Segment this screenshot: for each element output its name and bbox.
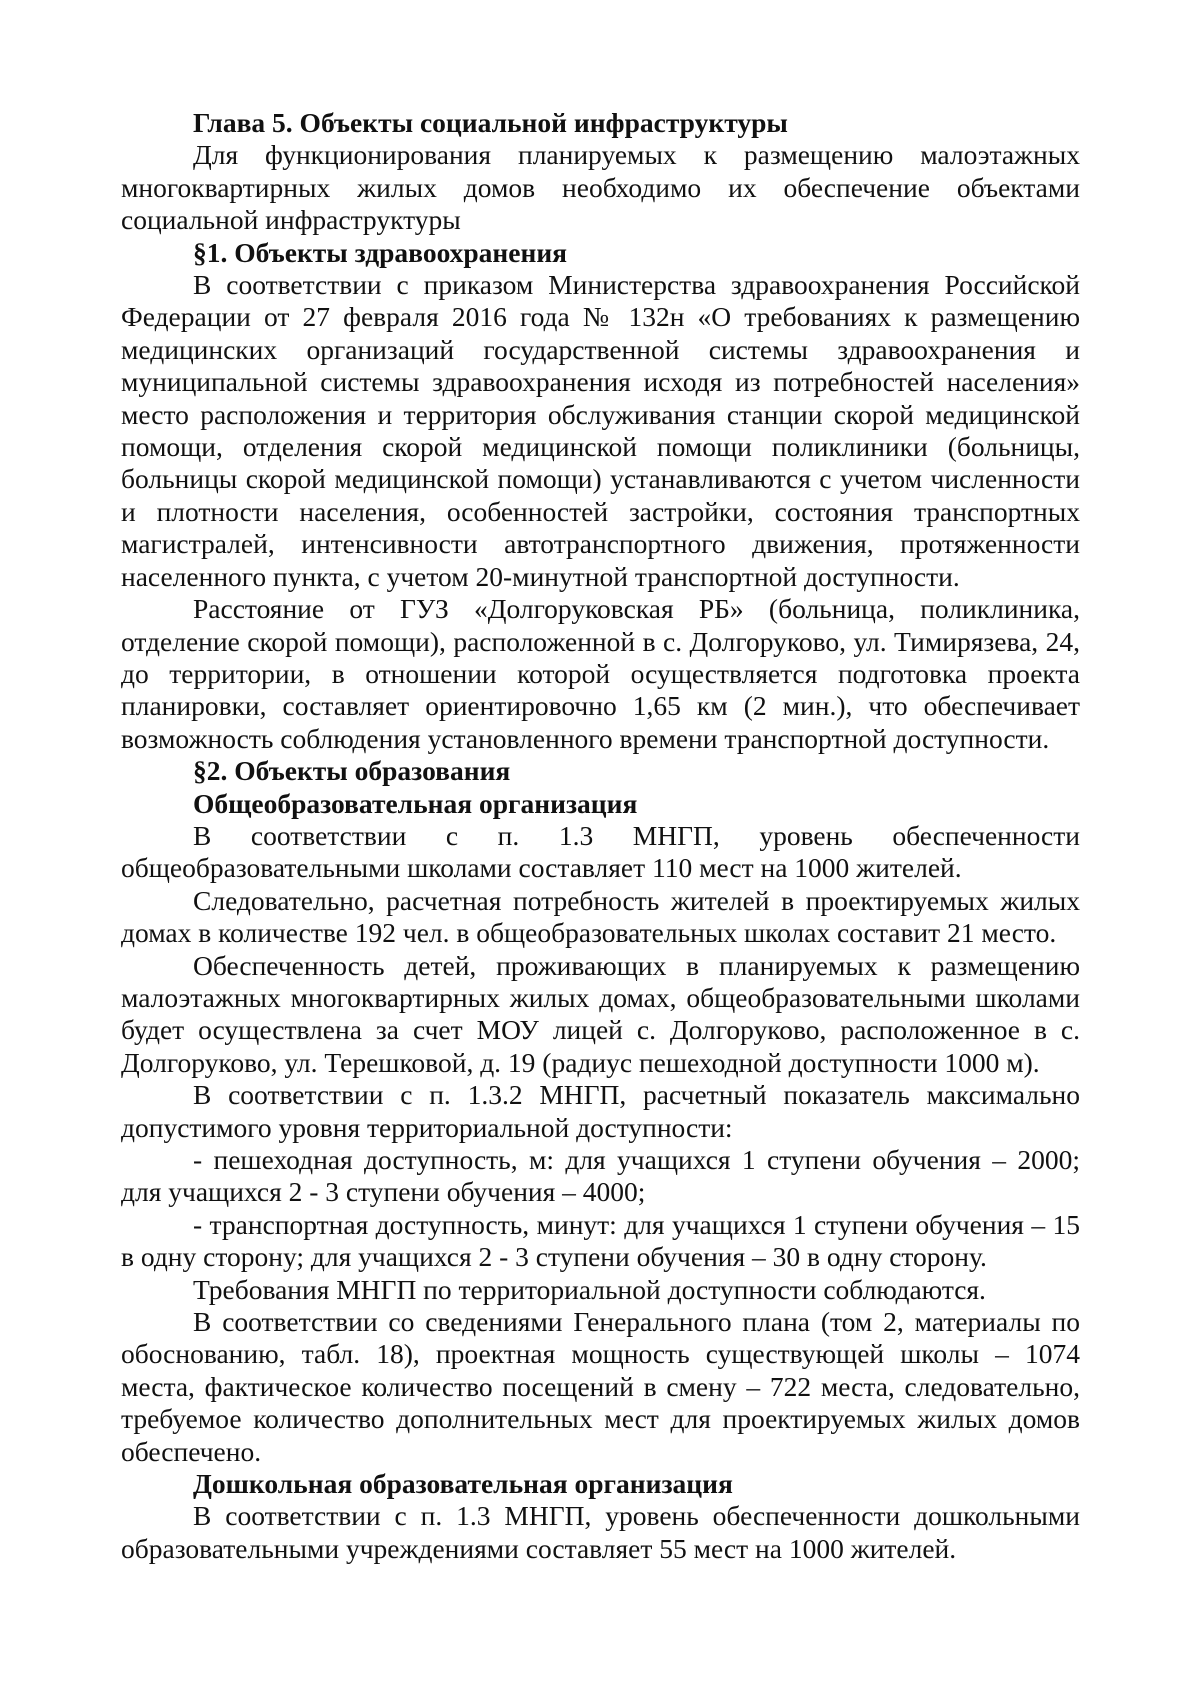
section-title-education: §2. Объекты образования (193, 755, 511, 787)
education-paragraph-8: В соответствии со сведениями Генерального плана (том 2, материалы по обоснованию, табл. 18), проектная мощность существующей школы – 1074 места, фактическое количество посещений в смену – 722 места, следовательно, требуемое количество дополнительных мест для проектируемых жилых домов обеспечено. (121, 1306, 1080, 1467)
document-page (121, 107, 1080, 1565)
education-paragraph-6: - транспортная доступность, минут: для учащихся 1 ступени обучения – 15 в одну сторону; для учащихся 2 - 3 ступени обучения – 30 в одну сторону. (121, 1208, 1080, 1273)
subtitle-preschool-education: Дошкольная образовательная организация (193, 1468, 733, 1500)
subtitle-general-education: Общеобразовательная организация (193, 787, 638, 819)
education-paragraph-5: - пешеходная доступность, м: для учащихся 1 ступени обучения – 2000; для учащихся 2 - 3 ступени обучения – 4000; (121, 1144, 1080, 1208)
healthcare-paragraph-2: Расстояние от ГУЗ «Долгоруковская РБ» (больница, поликлиника, отделение скорой помощи), расположенной в с. Долгоруково, ул. Тимирязева, 24, до территории, в отношении которой осуществляется подготовка проекта планировки, составляет ориентировочно 1,65 км (2 мин.), что обеспечивает возможность соблюдения установленного времени транспортной доступности. (121, 593, 1080, 754)
education-paragraph-2: Следовательно, расчетная потребность жителей в проектируемых жилых домах в количестве 192 чел. в общеобразовательных школах составит 21 место. (121, 884, 1080, 949)
intro-paragraph: Для функционирования планируемых к размещению малоэтажных многоквартирных жилых домов необходимо их обеспечение объектами социальной инфраструктуры (121, 139, 1080, 236)
education-paragraph-7: Требования МНГП по территориальной доступности соблюдаются. (193, 1273, 986, 1305)
preschool-paragraph-1: В соответствии с п. 1.3 МНГП, уровень обеспеченности дошкольными образовательными учреждениями составляет 55 мест на 1000 жителей. (121, 1500, 1080, 1564)
healthcare-paragraph-1: В соответствии с приказом Министерства здравоохранения Российской Федерации от 27 февраля 2016 года № 132н «О требованиях к размещению медицинских организаций государственной системы здравоохранения и муниципальной системы здравоохранения исходя из потребностей населения» место расположения и территория обслуживания станции скорой медицинской помощи, отделения скорой медицинской помощи поликлиники (больницы, больницы скорой медицинской помощи) устанавливаются с учетом численности и плотности населения, особенностей застройки, состояния транспортных магистралей, интенсивности автотранспортного движения, протяженности населенного пункта, с учетом 20-минутной транспортной доступности. (121, 269, 1080, 592)
section-title-healthcare: §1. Объекты здравоохранения (193, 236, 568, 268)
education-paragraph-1: В соответствии с п. 1.3 МНГП, уровень обеспеченности общеобразовательными школами составляет 110 мест на 1000 жителей. (121, 819, 1080, 884)
chapter-title: Глава 5. Объекты социальной инфраструктуры (193, 107, 788, 138)
education-paragraph-4: В соответствии с п. 1.3.2 МНГП, расчетный показатель максимально допустимого уровня территориальной доступности: (121, 1079, 1080, 1143)
education-paragraph-3: Обеспеченность детей, проживающих в планируемых к размещению малоэтажных многоквартирных жилых домах, общеобразовательными школами будет осуществлена за счет МОУ лицей с. Долгоруково, расположенное в с. Долгоруково, ул. Терешковой, д. 19 (радиус пешеходной доступности 1000 м). (121, 949, 1080, 1078)
